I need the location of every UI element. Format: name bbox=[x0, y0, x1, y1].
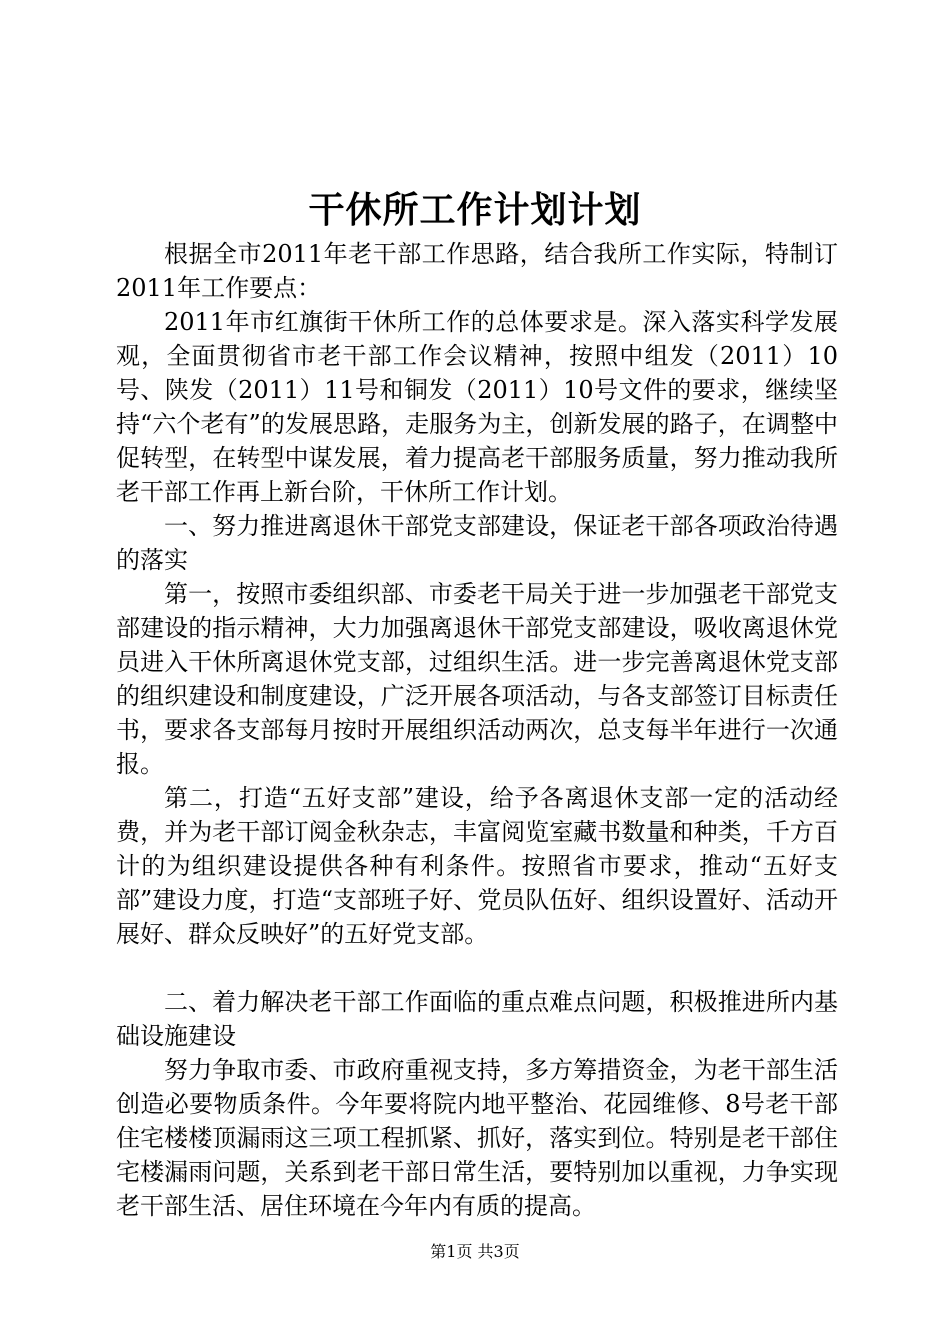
document-body bbox=[116, 237, 838, 1223]
page-footer: 第1页 共3页 bbox=[430, 1242, 520, 1261]
paragraph-general-requirements: 2011年市红旗街干休所工作的总体要求是。深入落实科学发展观，全面贯彻省市老干部工作会议精神，按照中组发（2011）10号、陕发（2011）11号和铜发（2011）10号文件的要求，继续坚持“六个老有”的发展思路，走服务为主，创新发展的路子，在调整中促转型，在转型中谋发展，着力提高老干部服务质量，努力推动我所老干部工作再上新台阶，干休所工作计划。 bbox=[116, 308, 838, 506]
paragraph-infrastructure: 努力争取市委、市政府重视支持，多方筹措资金，为老干部生活创造必要物质条件。今年要将院内地平整治、花园维修、8号老干部住宅楼楼顶漏雨这三项工程抓紧、抓好，落实到位。特别是老干部住宅楼漏雨问题，关系到老干部日常生活，要特别加以重视，力争实现老干部生活、居住环境在今年内有质的提高。 bbox=[116, 1056, 838, 1220]
document-title: 干休所工作计划计划 bbox=[308, 189, 642, 231]
paragraph-intro: 根据全市2011年老干部工作思路，结合我所工作实际，特制订2011年工作要点： bbox=[116, 240, 838, 302]
paragraph-first-point: 第一，按照市委组织部、市委老干局关于进一步加强老干部党支部建设的指示精神，大力加强离退休干部党支部建设，吸收离退休党员进入干休所离退休党支部，过组织生活。进一步完善离退休党支部的组织建设和制度建设，广泛开展各项活动，与各支部签订目标责任书，要求各支部每月按时开展组织活动两次，总支每半年进行一次通报。 bbox=[116, 580, 838, 778]
blank-line bbox=[116, 951, 838, 985]
section-heading-1: 一、努力推进离退休干部党支部建设，保证老干部各项政治待遇的落实 bbox=[116, 512, 838, 574]
paragraph-second-point: 第二，打造“五好支部”建设，给予各离退休支部一定的活动经费，并为老干部订阅金秋杂志，丰富阅览室藏书数量和种类，千方百计的为组织建设提供各种有利条件。按照省市要求，推动“五好支部”建设力度，打造“支部班子好、党员队伍好、组织设置好、活动开展好、群众反映好”的五好党支部。 bbox=[116, 784, 838, 948]
section-heading-2: 二、着力解决老干部工作面临的重点难点问题，积极推进所内基础设施建设 bbox=[116, 988, 838, 1050]
